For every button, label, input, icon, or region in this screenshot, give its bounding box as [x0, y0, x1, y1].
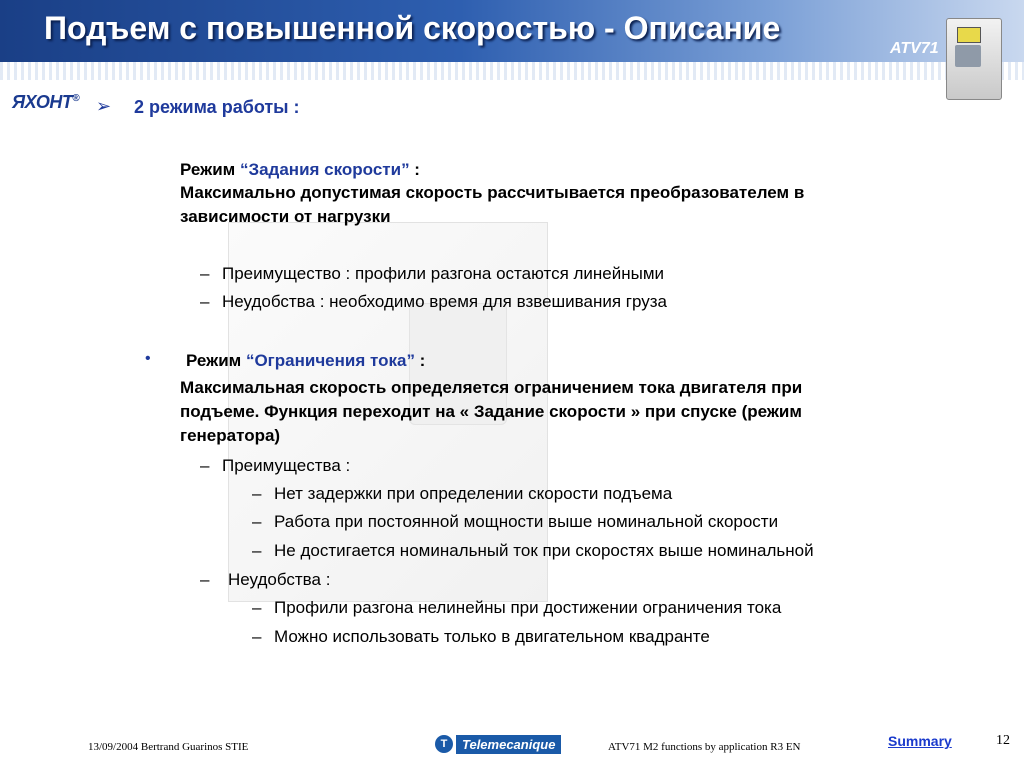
- mode2-desc-line1: Максимальная скорость определяется ограничением тока двигателя при: [180, 378, 803, 397]
- mode2-disadvantage-item: [252, 598, 781, 618]
- mode2-desc-line3: генератора): [180, 426, 281, 445]
- dash-bullet: –: [252, 541, 262, 560]
- mode2-advantage-item: [252, 541, 814, 561]
- mode1-disadvantage: [200, 292, 667, 312]
- product-label: ATV71: [890, 40, 939, 57]
- mode1-disadvantage-text: Неудобства : необходимо время для взвешивания груза: [222, 292, 667, 311]
- mode1-desc-line1: Максимально допустимая скорость рассчитывается преобразователем в: [180, 183, 805, 202]
- mode2-disadvantages-label: [200, 570, 330, 590]
- mode2-suffix: :: [414, 351, 426, 370]
- dash-bullet: –: [200, 456, 210, 475]
- intro-heading: 2 режима работы :: [134, 97, 300, 117]
- round-bullet-icon: •: [145, 350, 151, 367]
- registered-mark: ®: [72, 93, 80, 104]
- mode2-advantages-label: [200, 456, 350, 476]
- arrow-bullet-icon: ➢: [96, 96, 112, 116]
- mode2-desc-line2: подъеме. Функция переходит на « Задание скорости » при спуске (режим: [180, 402, 802, 421]
- slide-title: Подъем с повышенной скоростью - Описание: [44, 10, 781, 46]
- dash-bullet: –: [252, 484, 262, 503]
- mode2-prefix: Режим: [186, 351, 246, 370]
- mode2-disadvantage-text: Можно использовать только в двигательном квадранте: [274, 627, 710, 646]
- dash-bullet: –: [200, 264, 210, 283]
- mode1-desc-line2: зависимости от нагрузки: [180, 207, 391, 226]
- dash-bullet: –: [200, 570, 210, 589]
- dash-bullet: –: [252, 598, 262, 617]
- brand-globe-icon: T: [435, 735, 453, 753]
- brand-name: Telemecanique: [456, 735, 561, 754]
- mode2-disadvantage-item: [252, 627, 710, 647]
- mode2-advantage-text: Не достигается номинальный ток при скоростях выше номинальной: [274, 541, 814, 560]
- mode2-advantage-text: Работа при постоянной мощности выше номинальной скорости: [274, 512, 779, 531]
- mode1-prefix: Режим: [180, 160, 240, 179]
- mode2-heading: [186, 351, 425, 371]
- mode2-advantages-label-text: Преимущества :: [222, 456, 351, 475]
- mode2-advantage-item: [252, 512, 778, 532]
- dash-bullet: –: [200, 292, 210, 311]
- summary-link[interactable]: Summary: [888, 733, 952, 749]
- footer-document-title: ATV71 M2 functions by application R3 EN: [608, 741, 801, 753]
- mode1-name: “Задания скорости”: [239, 160, 410, 179]
- page-number: 12: [996, 733, 1010, 748]
- mode2-disadvantages-label-text: Неудобства :: [228, 570, 331, 589]
- mode1-advantage: [200, 264, 664, 284]
- mode2-name: “Ограничения тока”: [245, 351, 415, 370]
- mode2-advantage-item: [252, 484, 672, 504]
- brand-logo: [435, 734, 561, 754]
- mode1-suffix: :: [409, 160, 420, 179]
- footer-date-author: 13/09/2004 Bertrand Guarinos STIE: [88, 741, 249, 753]
- dash-bullet: –: [252, 512, 262, 531]
- dash-bullet: –: [252, 627, 262, 646]
- mode2-disadvantage-text: Профили разгона нелинейны при достижении ограничения тока: [274, 598, 782, 617]
- company-logo-text: ЯХОНТ: [12, 92, 73, 112]
- mode1-heading: [180, 160, 420, 180]
- mode1-advantage-text: Преимущество : профили разгона остаются линейными: [222, 264, 665, 283]
- mode2-advantage-text: Нет задержки при определении скорости подъема: [274, 484, 673, 503]
